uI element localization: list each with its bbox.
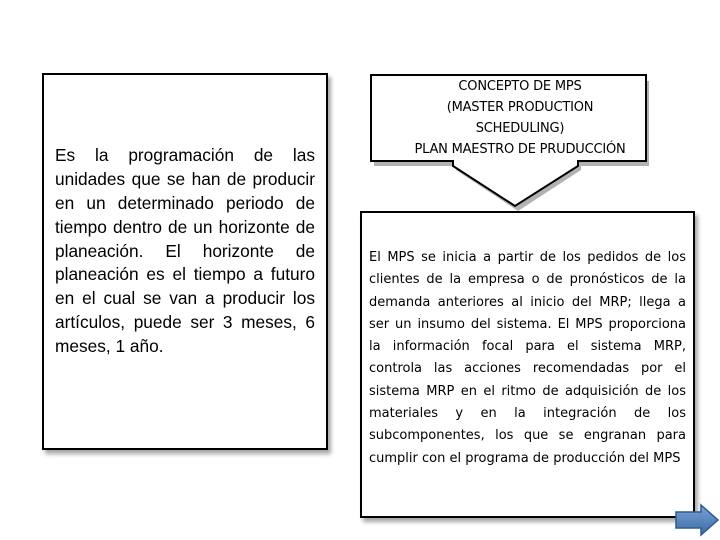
concept-title-line: SCHEDULING) — [475, 121, 565, 136]
concept-title-line: CONCEPTO DE MPS — [458, 79, 582, 94]
concept-title-line: (MASTER PRODUCTION — [446, 100, 594, 115]
concept-title — [378, 76, 662, 160]
definition-box — [42, 73, 328, 450]
definition-text: Es la programación de las unidades que se han de producir en un determinado periodo de tiempo dentro de un horizonte de planeación. El horizonte de planeación es el tiempo a futuro en el cual se van a producir los artículos, puede ser 3 meses, 6 meses, 1 año. — [55, 145, 315, 356]
right-arrow-icon[interactable] — [674, 503, 720, 537]
description-box — [360, 211, 695, 518]
description-text: El MPS se inicia a partir de los pedidos de los clientes de la empresa o de pronósticos de la demanda anteriores al inicio del MRP; llega a ser un insumo del sistema. El MPS proporciona la información focal para el sistema MRP, controla las acciones recomendadas por el sistema MRP en el ritmo de adquisición de los materiales y en la integración de los subcomponentes, los que se engranan para cumplir con el programa de producción del MPS — [369, 250, 686, 466]
concept-title-line: PLAN MAESTRO DE PRUDUCCIÓN — [414, 142, 626, 157]
